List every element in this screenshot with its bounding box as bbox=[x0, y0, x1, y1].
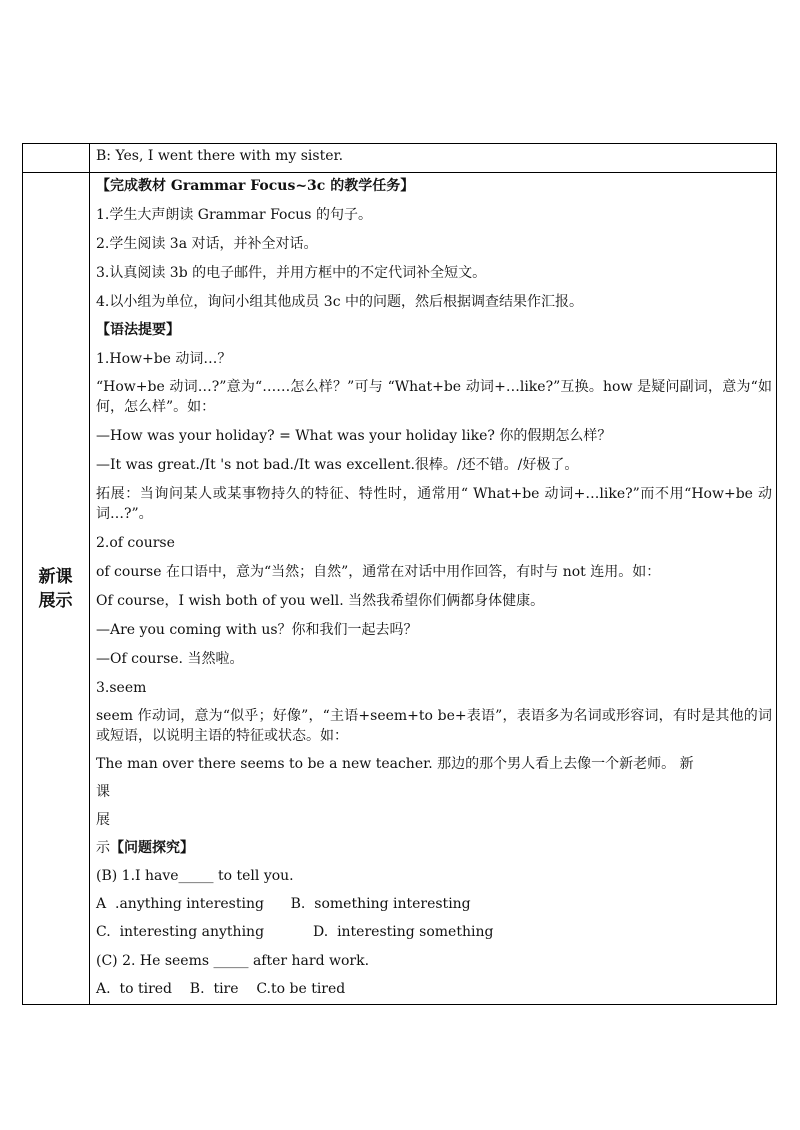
stray-character-3: 示 bbox=[96, 840, 110, 856]
grammar-2-example-2: —Are you coming with us？你和我们一起去吗？ bbox=[96, 622, 418, 638]
table-row-divider bbox=[22, 172, 777, 173]
section-label bbox=[22, 173, 89, 1005]
task-header: 【完成教材 Grammar Focus~3c 的教学任务】 bbox=[96, 178, 415, 194]
grammar-1-example-1: —How was your holiday? = What was your holiday like? 你的假期怎么样？ bbox=[96, 428, 612, 444]
grammar-3-title: 3.seem bbox=[96, 680, 147, 696]
table-column-divider bbox=[89, 143, 90, 1005]
grammar-1-description: “How+be 动词…?”意为“……怎么样？”可与 “What+be 动词+…like?”互换。how 是疑问副词，意为“如何，怎么样”。如： bbox=[96, 379, 772, 415]
question-2-options: A. to tired B. tire C.to be tired bbox=[96, 981, 346, 997]
stray-character-1: 课 bbox=[96, 784, 110, 800]
grammar-2-title: 2.of course bbox=[96, 535, 175, 551]
grammar-1-title: 1.How+be 动词…？ bbox=[96, 351, 232, 367]
top-row-text: B: Yes, I went there with my sister. bbox=[96, 148, 344, 164]
table-border-top bbox=[22, 143, 777, 144]
grammar-2-example-3: —Of course. 当然啦。 bbox=[96, 651, 244, 667]
question-1-options-ab: A .anything interesting B. something interesting bbox=[96, 896, 471, 912]
grammar-1-extension: 拓展：当询问某人或某事物持久的特征、特性时，通常用“ What+be 动词+…like?”而不用“How+be 动词…?”。 bbox=[96, 486, 772, 522]
explore-header: 【问题探究】 bbox=[110, 840, 194, 856]
explore-line bbox=[96, 838, 772, 858]
task-item-3: 3.认真阅读 3b 的电子邮件，并用方框中的不定代词补全短文。 bbox=[96, 265, 487, 281]
table-border-right bbox=[776, 143, 777, 1005]
grammar-3-description: seem 作动词，意为“似乎；好像”，“主语+seem+to be+表语”，表语多为名词或形容词，有时是其他的词或短语，以说明主语的特征或状态。如： bbox=[96, 708, 772, 744]
question-2: (C) 2. He seems _____ after hard work. bbox=[96, 953, 370, 969]
section-label-line-2: 展示 bbox=[38, 591, 73, 611]
question-1-options-cd: C. interesting anything D. interesting something bbox=[96, 924, 494, 940]
grammar-2-description: of course 在口语中，意为“当然；自然”，通常在对话中用作回答，有时与 not 连用。如： bbox=[96, 564, 661, 580]
section-label-line-1: 新课 bbox=[38, 567, 73, 587]
grammar-header: 【语法提要】 bbox=[96, 322, 180, 338]
grammar-3-example-1: The man over there seems to be a new teacher. 那边的那个男人看上去像一个新老师。 新 bbox=[96, 756, 694, 772]
task-item-1: 1.学生大声朗读 Grammar Focus 的句子。 bbox=[96, 207, 372, 223]
task-item-4: 4.以小组为单位，询问小组其他成员 3c 中的问题，然后根据调查结果作汇报。 bbox=[96, 294, 584, 310]
stray-character-2: 展 bbox=[96, 812, 110, 828]
grammar-2-example-1: Of course，I wish both of you well. 当然我希望你们俩都身体健康。 bbox=[96, 593, 545, 609]
table-border-bottom bbox=[22, 1004, 777, 1005]
task-item-2: 2.学生阅读 3a 对话，并补全对话。 bbox=[96, 236, 318, 252]
grammar-1-example-2: —It was great./It 's not bad./It was excellent.很棒。/还不错。/好极了。 bbox=[96, 457, 579, 473]
question-1: (B) 1.I have_____ to tell you. bbox=[96, 868, 294, 884]
